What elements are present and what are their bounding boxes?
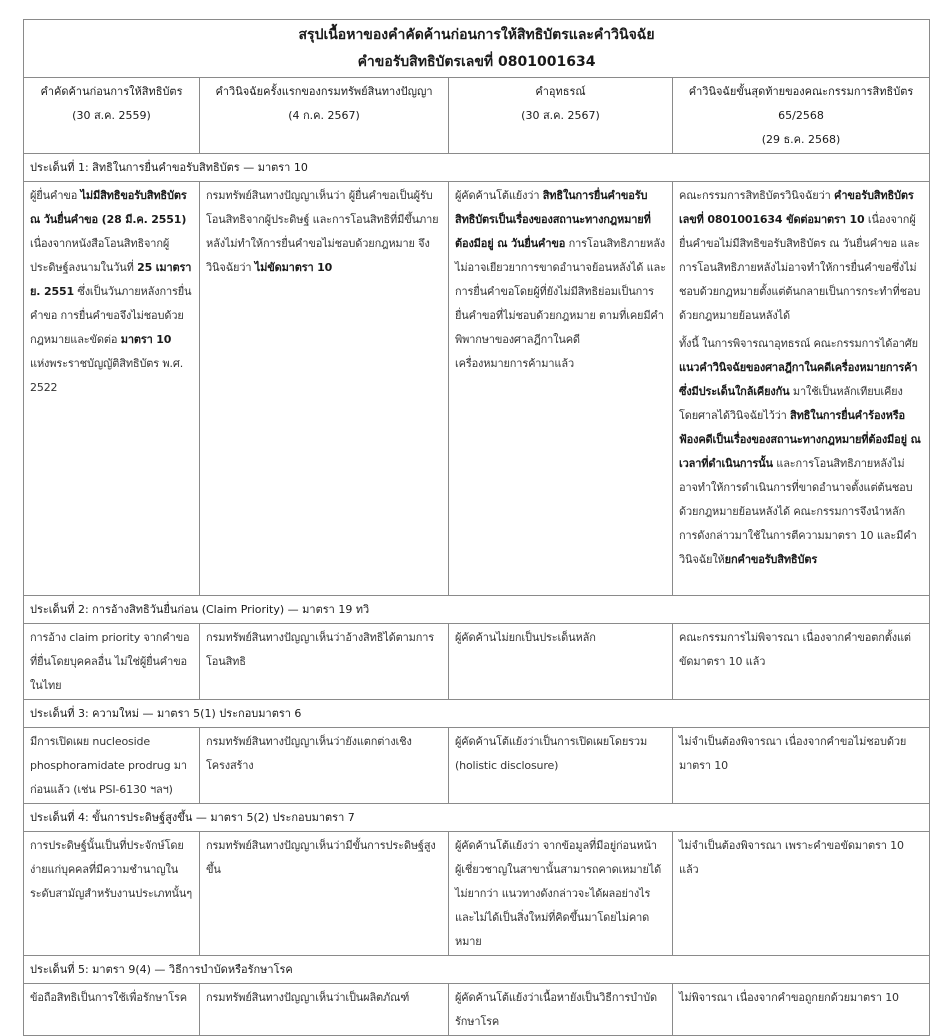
bold-text-run: 25 เมาตรา ย. 2551 xyxy=(30,261,192,298)
issue-3-heading: ประเด็นที่ 3: ความใหม่ — มาตรา 5(1) ประกอบมาตรา 6 xyxy=(24,700,930,728)
text-run: ซึ่งเป็นวันภายหลังการยื่นคำขอ การยื่นคำขอจึงไม่ชอบด้วยกฎหมายและขัดต่อ xyxy=(30,285,192,346)
column-header-label: คำวินิจฉัยครั้งแรกของกรมทรัพย์สินทางปัญญา xyxy=(215,85,433,98)
text-run: ผู้ยื่นคำขอ xyxy=(30,189,81,202)
issue-5-first-decision xyxy=(200,984,449,1036)
issue-4-first-decision xyxy=(200,832,449,956)
text-run: คณะกรรมการไม่พิจารณา เนื่องจากคำขอตกตั้งแต่ขัดมาตรา 10 แล้ว xyxy=(679,631,911,668)
column-header-decision-number: 65/2568 xyxy=(778,109,824,122)
issue-3-opposition xyxy=(24,728,200,804)
issue-1-first-decision xyxy=(200,182,449,596)
final-decision-paragraph-2 xyxy=(679,332,923,572)
issue-heading-row xyxy=(24,804,930,832)
column-header-final-decision xyxy=(673,78,930,154)
column-header-date: (29 ธ.ค. 2568) xyxy=(761,133,841,146)
issue-3-first-decision xyxy=(200,728,449,804)
bold-text-run: ยกคำขอรับสิทธิบัตร xyxy=(724,553,818,566)
issue-row xyxy=(24,832,930,956)
issue-1-final-decision xyxy=(673,182,930,596)
text-run: กรมทรัพย์สินทางปัญญาเห็นว่ายังแตกต่างเชิงโครงสร้าง xyxy=(206,735,412,772)
text-run: การประดิษฐ์นั้นเป็นที่ประจักษ์โดยง่ายแก่บุคคลที่มีความชำนาญในระดับสามัญสำหรับงานประเภทนั้นๆ xyxy=(30,839,192,900)
text-run: ผู้คัดค้านโต้แย้งว่าเป็นการเปิดเผยโดยรวม (holistic disclosure) xyxy=(455,735,648,772)
issue-3-final-decision xyxy=(673,728,930,804)
text-run: ไม่พิจารณา เนื่องจากคำขอถูกยกด้วยมาตรา 10 xyxy=(679,991,899,1004)
text-run: คณะกรรมการสิทธิบัตรวินิจฉัยว่า xyxy=(679,189,834,202)
issue-2-appeal xyxy=(449,624,673,700)
issue-row xyxy=(24,728,930,804)
text-run: ผู้คัดค้านโต้แย้งว่าเนื้อหายังเป็นวิธีการบำบัดรักษาโรค xyxy=(455,991,657,1028)
issue-2-first-decision xyxy=(200,624,449,700)
column-header-first-decision xyxy=(200,78,449,154)
text-run: กรมทรัพย์สินทางปัญญาเห็นว่ามีขั้นการประดิษฐ์สูงขึ้น xyxy=(206,839,436,876)
issue-4-final-decision xyxy=(673,832,930,956)
bold-text-run: ไม่มีสิทธิขอรับสิทธิบัตร ณ วันยื่นคำขอ (28 มี.ค. 2551) xyxy=(30,189,187,226)
issue-2-opposition xyxy=(24,624,200,700)
issue-4-opposition xyxy=(24,832,200,956)
issue-heading-row xyxy=(24,700,930,728)
text-run: การโอนสิทธิภายหลังไม่อาจเยียวยาการขาดอำนาจย้อนหลังได้ และการยื่นคำขอโดยผู้ที่ยังไม่มีสิทธิย่อมเป็นการยื่นคำขอที่ไม่ชอบด้วยกฎหมาย ตามที่เคยมีคำพิพากษาของศาลฎีกาในคดีเครื่องหมายการค้ามาแล้ว xyxy=(455,237,666,370)
text-run: และการโอนสิทธิภายหลังไม่อาจทำให้การดำเนินการที่ขาดอำนาจตั้งแต่ต้นชอบด้วยกฎหมายย้อนหลังได้ คณะกรรมการจึงนำหลักการดังกล่าวมาใช้ในการตีความมาตรา 10 และมีคำวินิจฉัยให้ xyxy=(679,457,917,566)
issue-heading-row xyxy=(24,154,930,182)
text-run: แห่งพระราชบัญญัติสิทธิบัตร พ.ศ. 2522 xyxy=(30,357,184,394)
issue-heading-row xyxy=(24,596,930,624)
text-run: ผู้คัดค้านไม่ยกเป็นประเด็นหลัก xyxy=(455,631,596,644)
column-header-label: คำอุทธรณ์ xyxy=(535,85,586,98)
text-run: เนื่องจากหนังสือโอนสิทธิจากผู้ประดิษฐ์ลงนามในวันที่ xyxy=(30,237,170,274)
issue-1-appeal xyxy=(449,182,673,596)
issue-4-appeal xyxy=(449,832,673,956)
column-header-date: (30 ส.ค. 2567) xyxy=(521,109,600,122)
bold-text-run: แนวคำวินิจฉัยของศาลฎีกาในคดีเครื่องหมายการค้าซึ่งมีประเด็นใกล้เคียงกัน xyxy=(679,361,918,398)
issue-row xyxy=(24,984,930,1036)
issue-5-opposition xyxy=(24,984,200,1036)
text-run: ทั้งนี้ ในการพิจารณาอุทธรณ์ คณะกรรมการได้อาศัย xyxy=(679,337,918,350)
issue-heading-row xyxy=(24,956,930,984)
text-run: กรมทรัพย์สินทางปัญญาเห็นว่า ผู้ยื่นคำขอเป็นผู้รับโอนสิทธิจากผู้ประดิษฐ์ และการโอนสิทธิที่มีขึ้นภายหลังไม่ทำให้การยื่นคำขอไม่ชอบด้วยกฎหมาย จึงวินิจฉัยว่า xyxy=(206,189,439,274)
column-header-label: คำวินิจฉัยขั้นสุดท้ายของคณะกรรมการสิทธิบัตร xyxy=(688,85,914,98)
issue-1-opposition xyxy=(24,182,200,596)
text-run: ผู้คัดค้านโต้แย้งว่า xyxy=(455,189,543,202)
issue-row xyxy=(24,182,930,596)
issue-5-appeal xyxy=(449,984,673,1036)
bold-text-run: คำขอรับสิทธิบัตรเลขที่ 0801001634 ขัดต่อมาตรา 10 xyxy=(679,189,914,226)
text-run: ไม่จำเป็นต้องพิจารณา เนื่องจากคำขอไม่ชอบด้วยมาตรา 10 xyxy=(679,735,907,772)
bold-text-run: สิทธิในการยื่นคำขอรับสิทธิบัตรเป็นเรื่องของสถานะทางกฎหมายที่ต้องมีอยู่ ณ วันยื่นคำขอ xyxy=(455,189,651,250)
column-header-date: (4 ก.ค. 2567) xyxy=(288,109,360,122)
text-run: มาใช้เป็นหลักเทียบเคียง โดยศาลได้วินิจฉัยไว้ว่า xyxy=(679,385,903,422)
issue-4-heading: ประเด็นที่ 4: ขั้นการประดิษฐ์สูงขึ้น — มาตรา 5(2) ประกอบมาตรา 7 xyxy=(24,804,930,832)
title-cell xyxy=(24,20,930,78)
column-header-row xyxy=(24,78,930,154)
bold-text-run: มาตรา 10 xyxy=(120,333,172,346)
issue-5-heading: ประเด็นที่ 5: มาตรา 9(4) — วิธีการบำบัดหรือรักษาโรค xyxy=(24,956,930,984)
document-subtitle: คำขอรับสิทธิบัตรเลขที่ 0801001634 xyxy=(357,54,596,70)
issue-2-final-decision xyxy=(673,624,930,700)
column-header-appeal xyxy=(449,78,673,154)
column-header-label: คำคัดค้านก่อนการให้สิทธิบัตร xyxy=(40,85,183,98)
text-run: เนื่องจากผู้ยื่นคำขอไม่มีสิทธิขอรับสิทธิบัตร ณ วันยื่นคำขอ และการโอนสิทธิภายหลังไม่อาจทำให้การยื่นคำขอซึ่งไม่ชอบด้วยกฎหมายตั้งแต่ต้นกลายเป็นการกระทำที่ชอบด้วยกฎหมายย้อนหลังได้ xyxy=(679,213,921,322)
title-row xyxy=(24,20,930,78)
text-run: ผู้คัดค้านโต้แย้งว่า จากข้อมูลที่มีอยู่ก่อนหน้า ผู้เชี่ยวชาญในสาขานั้นสามารถคาดเหมายได้ไม่ยากว่า แนวทางดังกล่าวจะได้ผลอย่างไร และไม่ได้เป็นสิ่งใหม่ที่คิดขึ้นมาโดยไม่คาดหมาย xyxy=(455,839,662,948)
column-header-date: (30 ส.ค. 2559) xyxy=(72,109,151,122)
issue-5-final-decision xyxy=(673,984,930,1036)
text-run: กรมทรัพย์สินทางปัญญาเห็นว่าอ้างสิทธิได้ตามการโอนสิทธิ xyxy=(206,631,435,668)
final-decision-paragraph-1 xyxy=(679,184,923,328)
column-header-opposition xyxy=(24,78,200,154)
bold-text-run: ไม่ขัดมาตรา 10 xyxy=(254,261,333,274)
bold-text-run: สิทธิในการยื่นคำร้องหรือฟ้องคดีเป็นเรื่องของสถานะทางกฎหมายที่ต้องมีอยู่ ณ เวลาที่ดำเนินการนั้น xyxy=(679,409,921,470)
issue-1-heading: ประเด็นที่ 1: สิทธิในการยื่นคำขอรับสิทธิบัตร — มาตรา 10 xyxy=(24,154,930,182)
text-run: ข้อถือสิทธิเป็นการใช้เพื่อรักษาโรค xyxy=(30,991,187,1004)
issue-row xyxy=(24,624,930,700)
summary-table xyxy=(23,19,930,1036)
issue-2-heading: ประเด็นที่ 2: การอ้างสิทธิวันยื่นก่อน (Claim Priority) — มาตรา 19 ทวิ xyxy=(24,596,930,624)
text-run: การอ้าง claim priority จากคำขอที่ยื่นโดยบุคคลอื่น ไม่ใช่ผู้ยื่นคำขอในไทย xyxy=(30,631,190,692)
document-title: สรุปเนื้อหาของคำคัดค้านก่อนการให้สิทธิบัตรและคำวินิจฉัย xyxy=(298,27,655,43)
issue-3-appeal xyxy=(449,728,673,804)
text-run: มีการเปิดเผย nucleoside phosphoramidate prodrug มาก่อนแล้ว (เช่น PSI-6130 ฯลฯ) xyxy=(30,735,187,796)
text-run: ไม่จำเป็นต้องพิจารณา เพราะคำขอขัดมาตรา 10 แล้ว xyxy=(679,839,904,876)
text-run: กรมทรัพย์สินทางปัญญาเห็นว่าเป็นผลิตภัณฑ์ xyxy=(206,991,410,1004)
